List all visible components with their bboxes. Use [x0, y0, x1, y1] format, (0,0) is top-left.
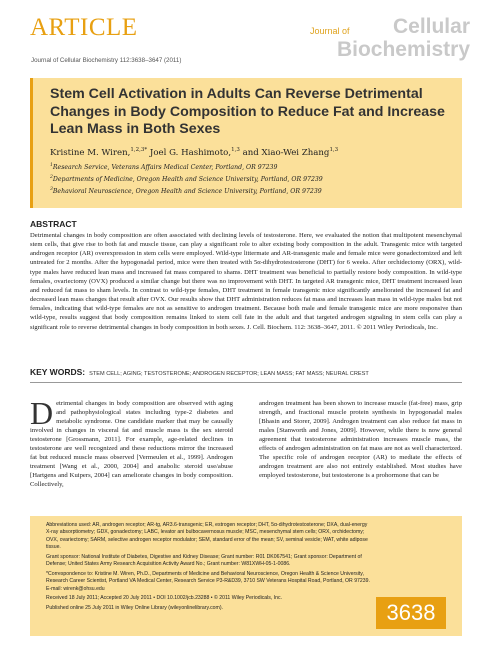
page-header [30, 12, 470, 72]
footnote-text [46, 522, 372, 614]
title-block [30, 78, 462, 208]
affiliation-text: Behavioral Neuroscience, Oregon Health and Science University, Portland, OR 97239 [52, 188, 322, 196]
article-title: Stem Cell Activation in Adults Can Reverse Detrimental Changes in Body Composition to Reduce Fat and Increase Lean Mass in Both Sexes [50, 86, 445, 137]
author-name: Kristine M. Wiren, [50, 147, 131, 158]
journal-of-text: Journal of [310, 26, 350, 36]
footnote-box [30, 516, 462, 636]
published-note: Published online 25 July 2011 in Wiley Online Library (wileyonlinelibrary.com). [46, 604, 223, 611]
body-column-left [30, 395, 233, 489]
journal-logo [310, 16, 470, 68]
author-affiliation-marker: 1,2,3* [130, 147, 148, 153]
grant-note: Grant sponsor: National Institute of Diabetes, Digestive and Kidney Disease; Grant number: R01 DK067541; Grant sponsor: Department of Defense; United States Army Research Acquisition Activity Award No.; Grant number: W81XWH-05-1-0086. [46, 553, 362, 568]
abbreviations-note: Abbreviations used: AR, androgen receptor; AR-tg, AR3.6-transgenic; ER, estrogen receptor; DHT, 5α-dihydrotestosterone; DXA, dual-energy X-ray absorptiometry; GDX, gonadectomy; LABC, levator ani bulbocavernosus muscle; MSC, mesenchymal stem cells; ORX, orchidectomy; OVX, ovariectomy; SARM, selective androgen receptor modulator; SEM, standard error of the mean; SV, seminal vesicle; WAT, white adipose tissue. [46, 522, 368, 551]
correspondence-note: *Correspondence to: Kristine M. Wiren, Ph.D., Departments of Medicine and Behavioral Neuroscience, Oregon Health & Science University, Research Career Scientist, Portland VA Medical Center, Research Service P3-R&D39, 3710 SW Veterans Hospital Road, Portland, OR 97239. E-mail: wirenk@ohsu.edu [46, 570, 370, 592]
article-label: ARTICLE [30, 14, 138, 41]
journal-biochemistry-text: Biochemistry [336, 38, 470, 61]
affiliation [50, 187, 322, 195]
abstract-heading: ABSTRACT [30, 219, 77, 229]
keywords-text: STEM CELL; AGING; TESTOSTERONE; ANDROGEN RECEPTOR; LEAN MASS; FAT MASS; NEURAL CREST [89, 371, 369, 377]
affiliation-text: Research Service, Veterans Affairs Medical Center, Portland, OR 97239 [52, 164, 278, 172]
author-affiliation-marker: 1,3 [329, 147, 339, 153]
journal-citation: Journal of Cellular Biochemistry 112:3638–3647 (2011) [31, 57, 182, 64]
author-name: and Xiao-Wei Zhang [242, 147, 330, 158]
affiliation-text: Departments of Medicine, Oregon Health and Science University, Portland, OR 97239 [52, 176, 323, 184]
abstract-body: Detrimental changes in body composition are often associated with declining levels of testosterone. Here, we evaluated the notion that multipotent mesenchymal stem cells, that give rise to both fat and muscle tissue, can play a significant role to alter existing body composition in the adult. Transgenic mice with targeted androgen receptor (AR) overexpression in stem cells were employed. Wild-type littermate and AR-transgenic male and female mice were gonadectomized and left untreated for 2 months. After the hypogonadal period, mice were then treated with 5α-dihydrotestosterone (DHT) for 6 weeks. After orchidectomy (ORX), wild-type males have reduced lean mass and increased fat mass compared to shams. DHT treatment was beneficial to partially restore body composition. In wild-type females, ovariectomy (OVX) produced a similar change but there was no improvement with DHT. In targeted AR transgenic mice, DHT treatment increased lean and reduced fat mass to sham levels. In contrast to wild-type females, DHT treatment in female transgenic mice significantly ameliorated the increased fat and decreased lean mass changes that result after OVX. Our results show that DHT administration reduces fat mass and increases lean mass in wild-type males but not females, indicating that wild-type females are not as sensitive to androgen treatment. Because both male and female transgenic mice are more responsive than wild-type, results suggest that body composition remains linked to stem cell fate in the adult and that targeted androgen signaling in stem cells can play a significant role to reverse detrimental changes in body composition in both sexes. J. Cell. Biochem. 112: 3638–3647, 2011. © 2011 Wiley Periodicals, Inc. [30, 232, 462, 331]
author-name: Joel G. Hashimoto, [149, 147, 232, 158]
affiliation-number: 1 [50, 163, 53, 168]
body-text-left: etrimental changes in body composition are observed with aging and pathophysiological states including type-2 diabetes and metabolic syndrome. One candidate marker that may be causally involved in changes in visceral fat and muscle mass is the sex steroid testosterone [Grossmann, 2011]. For example, age-related declines in testosterone are well recognized and these reductions mirror the increased fat but reduced muscle mass observed [Vermeulen et al., 1999]. Androgen treatment [Wang et al., 2000, 2004] and anabolic steroid use/abuse [Hartgens and Kuipers, 2004] can ameliorate changes in body composition. Collectively, [30, 400, 233, 489]
body-column-right: androgen treatment has been shown to increase muscle (fat-free) mass, grip strength, and fractional muscle protein synthesis in hypogonadal males [Bhasin and Storer, 2009]. Androgen treatment can also reduce fat mass in males [Stanworth and Jones, 2009]. However, while there is now general agreement that testosterone administration increases muscle mass, the effects of androgen administration on fat mass are not as well characterized. The specific role of androgen receptor (AR) to mediate the effects of androgen treatment are also not entirely established. Most studies have employed testosterone, but testosterone is a prohormone that can be [259, 400, 462, 480]
affiliation-number: 2 [50, 175, 53, 180]
journal-cellular-text: Cellular [392, 15, 470, 38]
section-divider [30, 382, 462, 383]
drop-cap: D [30, 395, 54, 431]
keywords-line [30, 367, 462, 377]
affiliation-number: 3 [50, 187, 53, 192]
title-accent-bar [30, 78, 33, 208]
author-list [50, 147, 338, 158]
affiliation [50, 175, 323, 183]
received-note: Received 18 July 2011; Accepted 20 July 2011 • DOI 10.1002/jcb.23288 • © 2011 Wiley Periodicals, Inc. [46, 595, 282, 602]
affiliation [50, 163, 277, 171]
keywords-label: KEY WORDS: [30, 367, 86, 377]
page-number: 3638 [376, 597, 446, 629]
author-affiliation-marker: 1,3 [231, 147, 240, 153]
